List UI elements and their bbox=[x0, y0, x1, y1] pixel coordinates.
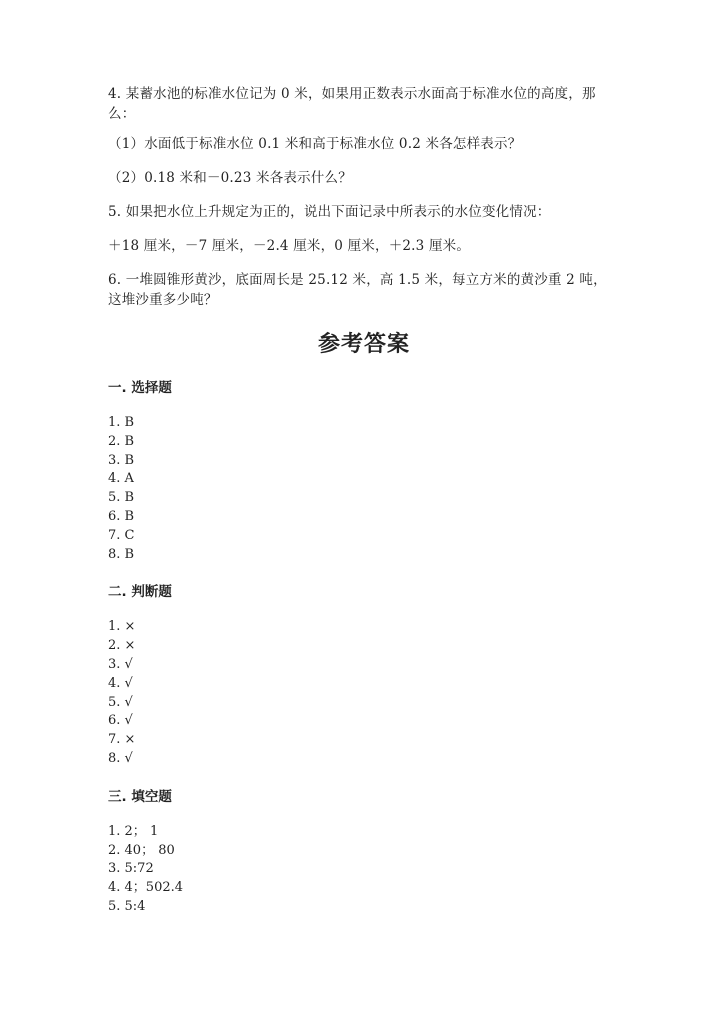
answer-item: 6. B bbox=[108, 508, 135, 524]
answer-item: 1. × bbox=[108, 619, 136, 635]
answer-list-judgement bbox=[108, 618, 620, 768]
answer-item: 4. 4；502.4 bbox=[108, 880, 184, 896]
answer-item: 2. × bbox=[108, 638, 136, 654]
answer-item: 5. √ bbox=[108, 694, 133, 710]
question-5-values: ＋18 厘米，－7 厘米，－2.4 厘米，0 厘米，＋2.3 厘米。 bbox=[108, 238, 471, 254]
answer-item: 1. 2； 1 bbox=[108, 823, 159, 839]
section-title-choice: 一. 选择题 bbox=[108, 380, 172, 396]
answer-item: 8. √ bbox=[108, 750, 133, 766]
section-title-fill-in: 三. 填空题 bbox=[108, 788, 172, 805]
answer-item: 5. B bbox=[108, 490, 135, 506]
answer-item: 7. C bbox=[108, 527, 135, 543]
section-title-judgement: 二. 判断题 bbox=[108, 584, 172, 601]
answer-item: 2. 40； 80 bbox=[108, 842, 175, 858]
page-content bbox=[108, 84, 620, 917]
answer-item: 5. 5:4 bbox=[108, 898, 146, 914]
answer-item: 4. √ bbox=[108, 675, 133, 691]
answer-item: 3. 5:72 bbox=[108, 861, 154, 877]
question-4-part-2: （2）0.18 米和－0.23 米各表示什么？ bbox=[108, 170, 352, 186]
answer-item: 1. B bbox=[108, 415, 135, 430]
answer-item: 4. A bbox=[108, 471, 134, 487]
answer-list-fill-in bbox=[108, 823, 620, 917]
answer-item: 3. B bbox=[108, 452, 135, 468]
answer-item: 2. B bbox=[108, 433, 135, 449]
question-6-text: 6. 一堆圆锥形黄沙，底面周长是 25.12 米，高 1.5 米，每立方米的黄沙重 2 吨，这堆沙重多少吨？ bbox=[108, 272, 607, 308]
answer-item: 7. × bbox=[108, 732, 136, 748]
answers-title: 参考答案 bbox=[317, 332, 410, 357]
question-4-text: 4. 某蓄水池的标准水位记为 0 米，如果用正数表示水面高于标准水位的高度，那么： bbox=[108, 86, 596, 122]
question-5-text: 5. 如果把水位上升规定为正的，说出下面记录中所表示的水位变化情况： bbox=[108, 204, 551, 220]
question-4-part-1: （1）水面低于标准水位 0.1 米和高于标准水位 0.2 米各怎样表示？ bbox=[108, 136, 522, 152]
answer-item: 3. √ bbox=[108, 656, 133, 672]
answer-list-choice bbox=[108, 414, 620, 564]
answer-item: 6. √ bbox=[108, 713, 133, 729]
answer-item: 8. B bbox=[108, 546, 135, 562]
